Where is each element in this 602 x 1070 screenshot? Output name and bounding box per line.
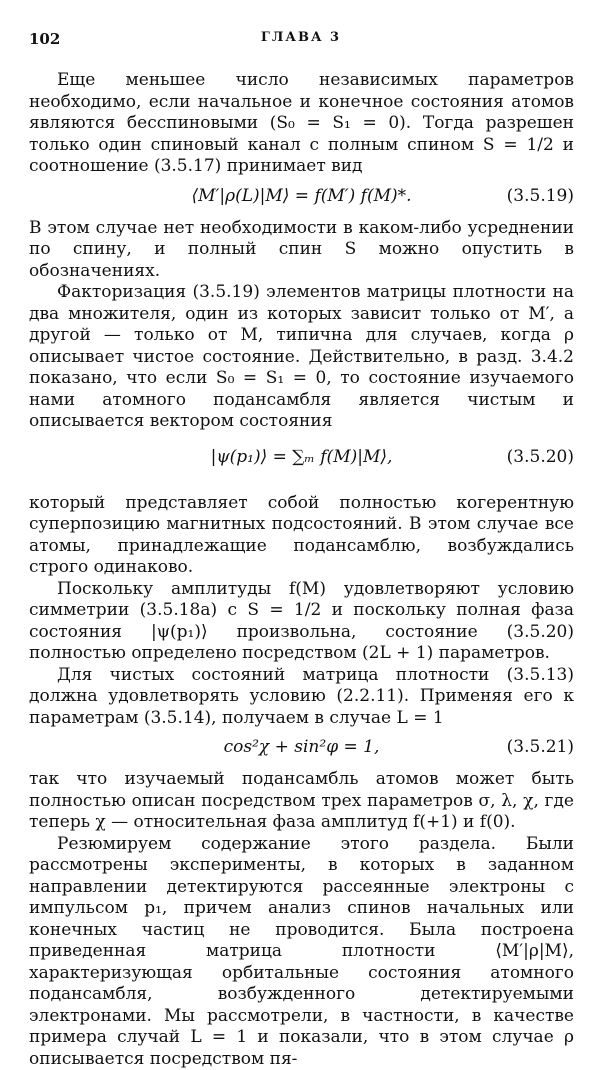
- equation-number: (3.5.21): [507, 737, 574, 759]
- paragraph-2: В этом случае нет необходимости в каком-либо усреднении по спину, и полный спин S можно опустить в обозначениях.: [29, 218, 574, 283]
- page-number: 102: [29, 30, 60, 48]
- paragraph-6: Для чистых состояний матрица плотности (3.5.13) должна удовлетворять условию (2.2.11). Применяя его к параметрам (3.5.14), получаем в случае L = 1: [29, 665, 574, 730]
- equation-expression: ⟨M′|ρ(L)|M⟩ = f(M′) f(M)*.: [29, 186, 574, 208]
- equation-3-5-19: [29, 180, 574, 216]
- paragraph-3: Факторизация (3.5.19) элементов матрицы плотности на два множителя, один из которых зависит только от M′, а другой — только от M, типична для случаев, когда ρ описывает чистое состояние. Действительно, в разд. 3.4.2 показано, что если S₀ = S₁ = 0, то состояние изучаемого нами атомного подансамбля является чистым и описывается вектором состояния: [29, 282, 574, 433]
- paragraph-7: так что изучаемый подансамбль атомов может быть полностью описан посредством трех параметров σ, λ, χ, где теперь χ — относительная фаза амплитуд f(+1) и f(0).: [29, 769, 574, 834]
- page-body: [29, 70, 574, 1070]
- equation-3-5-21: [29, 731, 574, 767]
- equation-expression: |ψ(p₁)⟩ = ∑ₘ f(M)|M⟩,: [29, 447, 574, 469]
- paragraph-1: Еще меньшее число независимых параметров необходимо, если начальное и конечное состояния атомов являются бесспиновыми (S₀ = S₁ = 0). Тогда разрешен только один спиновый канал с полным спином S = 1/2 и соотношение (3.5.17) принимает вид: [29, 70, 574, 178]
- equation-expression: cos²χ + sin²φ = 1,: [29, 737, 574, 759]
- running-header: [29, 30, 573, 52]
- equation-3-5-20: [29, 435, 574, 491]
- paragraph-8: Резюмируем содержание этого раздела. Были рассмотрены эксперименты, в которых в заданном направлении детектируются рассеянные электроны с импульсом p₁, причем анализ спинов начальных или конечных частиц не проводится. Была построена приведенная матрица плотности ⟨M′|ρ|M⟩, характеризующая орбитальные состояния атомного подансамбля, возбужденного детектируемыми электронами. Мы рассмотрели, в частности, в качестве примера случай L = 1 и показали, что в этом случае ρ описывается посредством пя-: [29, 834, 574, 1070]
- paragraph-4: который представляет собой полностью когерентную суперпозицию магнитных подсостояний. В этом случае все атомы, принадлежащие подансамблю, возбуждались строго одинаково.: [29, 493, 574, 579]
- paragraph-5: Поскольку амплитуды f(M) удовлетворяют условию симметрии (3.5.18а) с S = 1/2 и поскольку полная фаза состояния |ψ(p₁)⟩ произвольна, состояние (3.5.20) полностью определено посредством (2L + 1) параметров.: [29, 579, 574, 665]
- chapter-title: ГЛАВА 3: [29, 30, 573, 45]
- equation-number: (3.5.19): [507, 186, 574, 208]
- equation-number: (3.5.20): [507, 447, 574, 469]
